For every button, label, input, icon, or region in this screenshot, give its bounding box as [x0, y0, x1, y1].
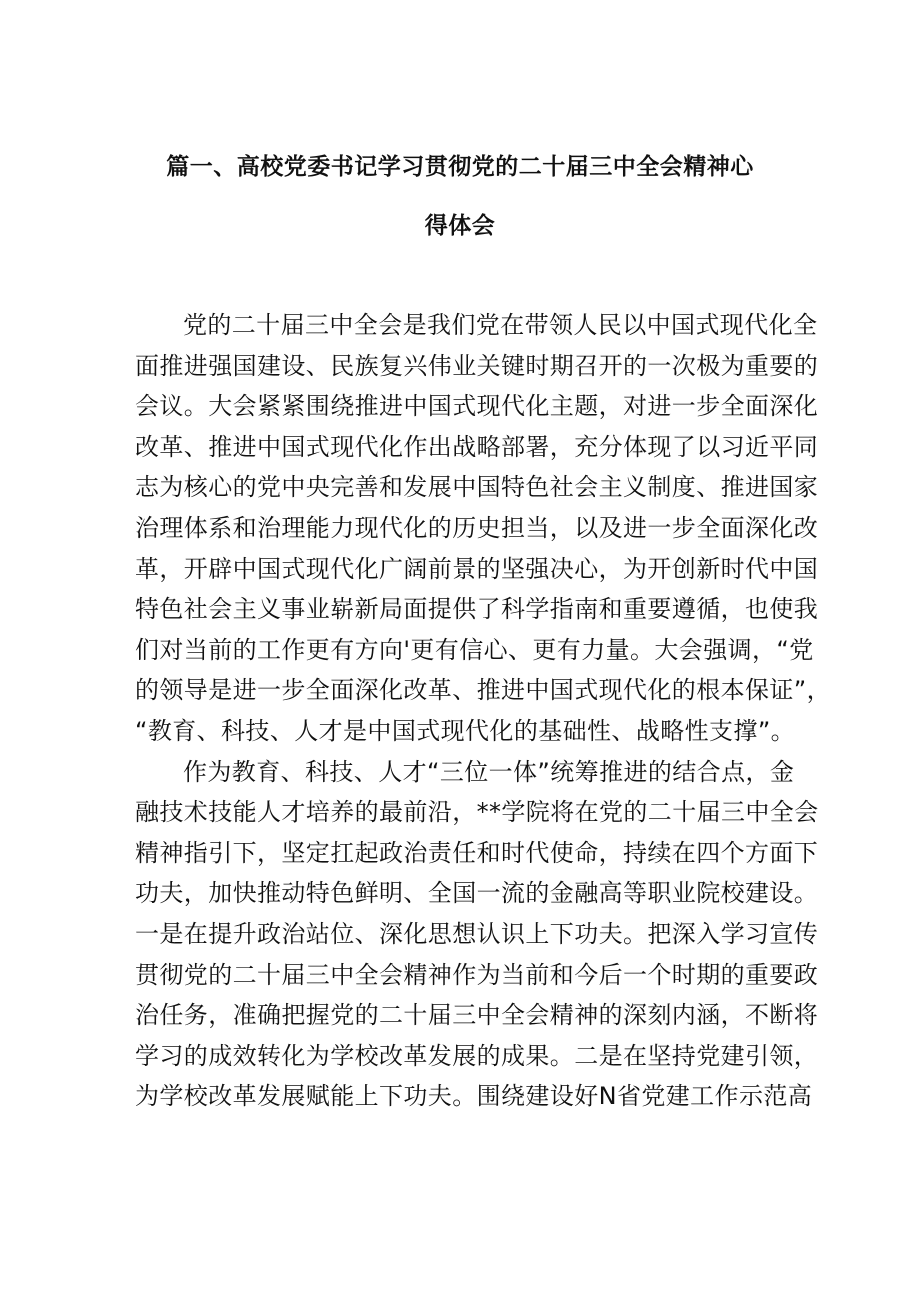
- paragraph-2-line: 一是在提升政治站位、深化思想认识上下功夫。把深入学习宣传: [135, 919, 819, 948]
- paragraph-2-line: 功夫，加快推动特色鲜明、全国一流的金融高等职业院校建设。: [135, 879, 819, 908]
- paragraph-1-line: 特色社会主义事业崭新局面提供了科学指南和重要遵循，也使我: [135, 595, 819, 624]
- paragraph-2-line: 贯彻党的二十届三中全会精神作为当前和今后一个时期的重要政: [135, 960, 819, 989]
- paragraph-2-line: 作为教育、科技、人才“三位一体”统筹推进的结合点，金: [183, 757, 795, 786]
- paragraph-1-line: 治理体系和治理能力现代化的历史担当，以及进一步全面深化改: [135, 513, 819, 542]
- paragraph-2-line: 精神指引下，坚定扛起政治责任和时代使命，持续在四个方面下: [135, 838, 819, 867]
- paragraph-1-line: 们对当前的工作更有方向'更有信心、更有力量。大会强调，“党: [135, 635, 814, 664]
- paragraph-2-line: 为学校改革发展赋能上下功夫。围绕建设好N省党建工作示范高: [135, 1082, 813, 1111]
- paragraph-1-line: 革，开辟中国式现代化广阔前景的坚强决心，为开创新时代中国: [135, 554, 819, 583]
- paragraph-2-line: 治任务，准确把握党的二十届三中全会精神的深刻内涵，不断将: [135, 1001, 819, 1030]
- document-body: [135, 305, 832, 1117]
- paragraph-1-line: 改革、推进中国式现代化作出战略部署，充分体现了以习近平同: [135, 432, 819, 461]
- document-title-line-2: 得体会: [424, 213, 496, 239]
- paragraph-1-line: 面推进强国建设、民族复兴伟业关键时期召开的一次极为重要的: [135, 351, 819, 380]
- paragraph-2-line: 融技术技能人才培养的最前沿，**学院将在党的二十届三中全会: [135, 798, 819, 827]
- paragraph-2-line: 学习的成效转化为学校改革发展的成果。二是在坚持党建引领，: [135, 1041, 819, 1070]
- paragraph-1-line: 党的二十届三中全会是我们党在带领人民以中国式现代化全: [183, 311, 818, 339]
- paragraph-1-line: 志为核心的党中央完善和发展中国特色社会主义制度、推进国家: [135, 473, 819, 502]
- document-title-line-1: 篇一、高校党委书记学习贯彻党的二十届三中全会精神心: [166, 154, 754, 180]
- paragraph-1-line: “教育、科技、人才是中国式现代化的基础性、战略性支撑”。: [135, 716, 796, 745]
- paragraph-1-line: 的领导是进一步全面深化改革、推进中国式现代化的根本保证”，: [135, 676, 832, 705]
- paragraph-1-line: 会议。大会紧紧围绕推进中国式现代化主题，对进一步全面深化: [135, 392, 819, 421]
